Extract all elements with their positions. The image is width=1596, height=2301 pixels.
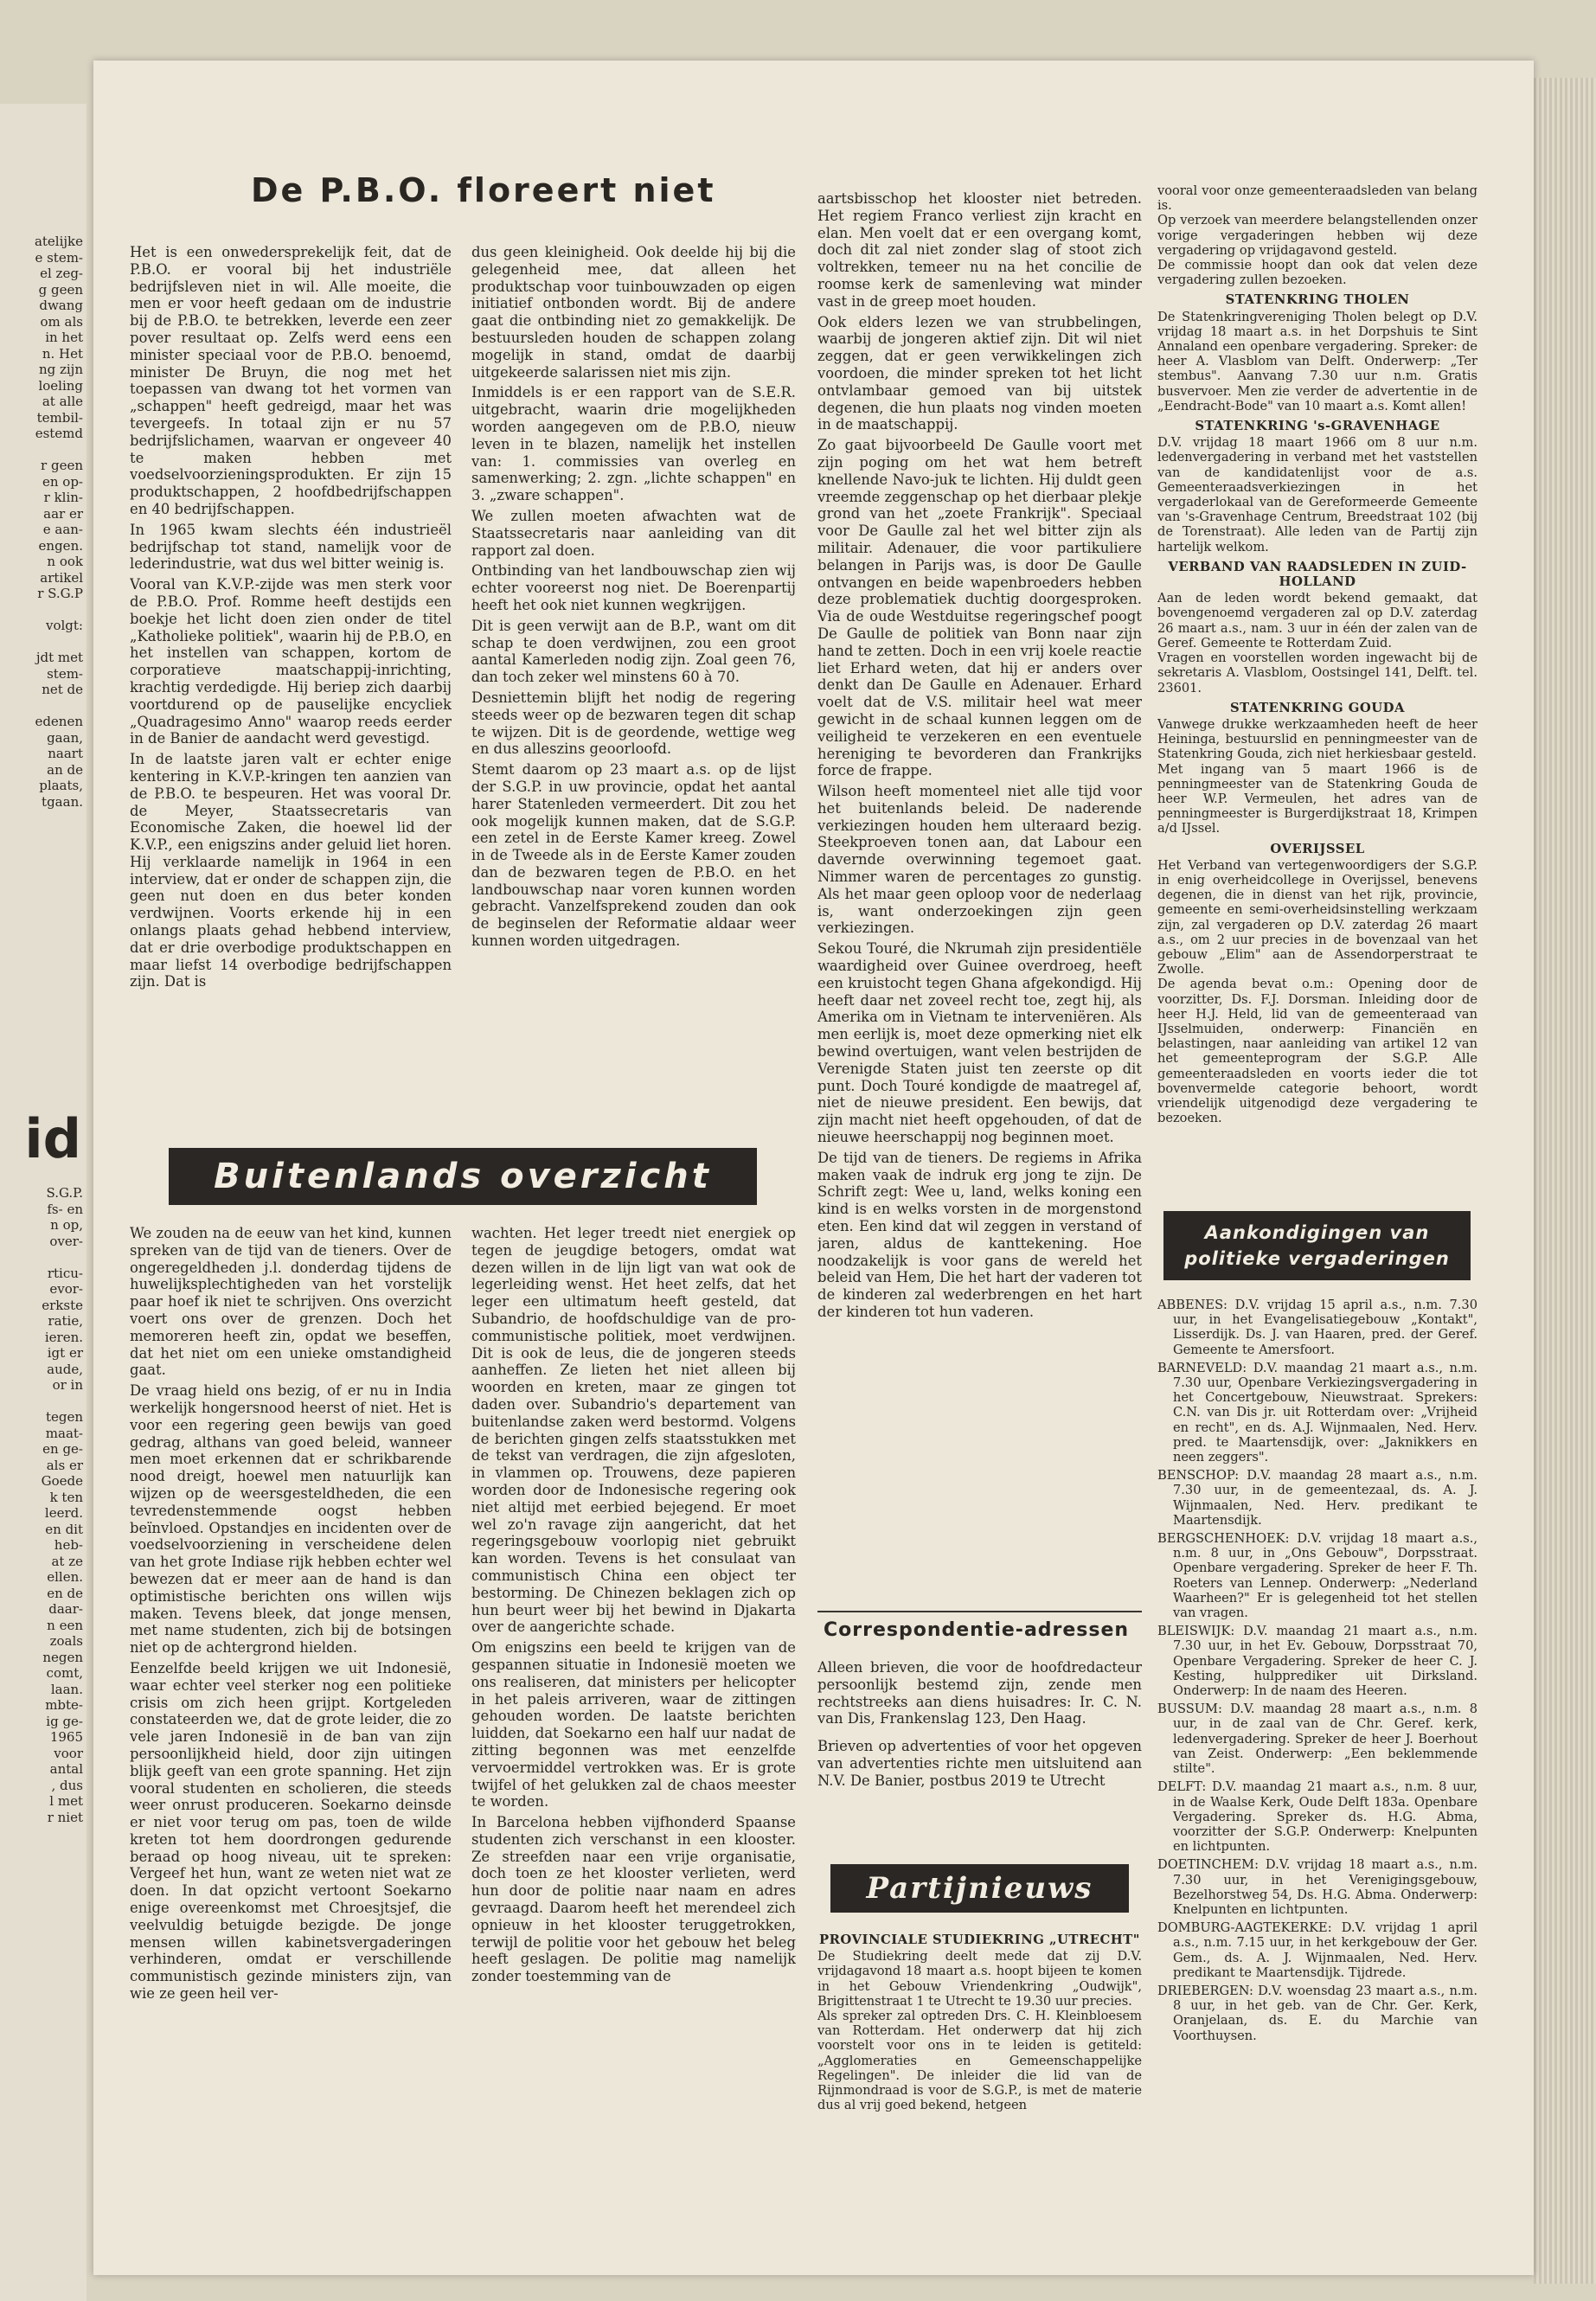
aankondigingen-banner	[1163, 1211, 1471, 1280]
buitenland-paragraph: De vraag hield ons bezig, of er nu in India werkelijk hongersnood heerst of niet. Het is voor een regering geen bewijs van goed gedrag, althans van goed beleid, wanneer men moet erkennen dat er schrikbarende nood dreigt, hoewel men natuurlijk kan wijzen op de weersgesteldheden, die een tevredenstemmende oogst hebben beïnvloed. Opstandjes en incidenten over de voedselvoorziening in verscheidene delen van het grote Indiase rijk hebben echter wel bewezen dat er meer aan de hand is dan optimistische berichten ons willen wijs maken. Tevens bleek, dat jonge mensen, met name studenten, zich bij de botsingen niet op de achtergrond hielden.	[130, 1382, 452, 1657]
buitenland-paragraph: Eenzelfde beeld krijgen we uit Indonesië, waar echter veel sterker nog een politieke crisis om zich heen grijpt. Kortgeleden constateerden we, dat de grote leider, die zo vele jaren Indonesië in de ban van zijn persoonlijkheid hield, door zijn uitingen blijk geeft van een grote spanning. Het zijn vooral studenten en scholieren, die steeds weer onrust produceren. Soekarno deinsde er niet voor terug om pas, toen de wilde kreten tot hem doordrongen gedurende beraad op hoog niveau, uit te spreken: Vergeef het hun, want ze weten niet wat ze doen. In dat opzicht vertoont Soekarno enige overeenkomst met Chroesjtsjef, die veelvuldig betuigde bezigde. De jonge mensen willen kabinetsvergaderingen verhinderen, omdat er verschillende communistisch gezinde ministers zijn, van wie ze geen heil ver-	[130, 1659, 452, 2003]
correspondentie-title: Correspondentie-adressen	[824, 1619, 1130, 1641]
aankondiging-item: DOETINCHEM: D.V. vrijdag 18 maart a.s., n.m. 7.30 uur, in het Verenigingsgebouw, Bezelhorstweg 54, Ds. H.G. Abma. Onderwerp: Knelpunten en lichtpunten.	[1157, 1857, 1477, 1917]
aankondiging-item: DRIEBERGEN: D.V. woensdag 23 maart a.s., n.m. 8 uur, in het geb. van de Chr. Ger. Kerk, Oranjelaan, ds. E. du Marchie van Voorthuysen.	[1157, 1983, 1477, 2043]
pbo-article-title: De P.B.O. floreert niet	[251, 171, 716, 209]
correspondentie-paragraph: Brieven op advertenties of voor het opgeven van advertenties richte men uitsluitend aan N.V. De Banier, postbus 2019 te Utrecht	[817, 1738, 1142, 1789]
section-body-gravenhage: D.V. vrijdag 18 maart 1966 om 8 uur n.m. ledenvergadering in verband met het vaststellen van de kandidatenlijst voor de a.s. Gemeenteraadsverkiezingen in het vergaderlokaal van de Gereformeerde Gemeente van 's-Gravenhage Centrum, Breedstraat 102 (bij de Torenstraat). Alle leden van de Partij zijn hartelijk welkom.	[1157, 435, 1477, 554]
partijnieuws-heading: PROVINCIALE STUDIEKRING „UTRECHT"	[819, 1932, 1140, 1947]
buitenland-paragraph: We zouden na de eeuw van het kind, kunnen spreken van de tijd van de tieners. Over de ongeregeldheden j.l. donderdag tijdens de huwelijksplechtigheden van het vorstelijk paar hoef ik niet te schrijven. Ons overzicht voert ons over de grenzen. Doch het memoreren heeft zin, opdat we beseffen, dat het niet om een unieke omstandigheid gaat.	[130, 1225, 452, 1379]
pbo-column-2	[471, 244, 796, 1139]
aankondiging-item: BUSSUM: D.V. maandag 28 maart a.s., n.m. 8 uur, in de zaal van de Chr. Geref. kerk, ledenvergadering. Spreker de heer J. Boerhout van Zeist. Onderwerp: „Een beklemmende stilte".	[1157, 1702, 1477, 1777]
pbo-paragraph: In de laatste jaren valt er echter enige kentering in K.V.P.-kringen ten aanzien van de P.B.O. te bespeuren. Het was vooral Dr. de Meyer, Staatssecretaris van Economische Zaken, die hoewel lid der K.V.P., een enigszins ander geluid liet horen. Hij verklaarde namelijk in 1964 in een interview, dat er onder de schappen zijn, die geen nut doen en dus beter konden verdwijnen. Voorts erkende hij in een onlangs plaats gehad hebbend interview, dat er drie overbodige produktschappen en maar liefst 14 overbodige bedrijfschappen zijn. Dat is	[130, 751, 452, 990]
right-column-announcements	[1157, 183, 1477, 1200]
aankondigingen-title-line-2: politieke vergaderingen	[1184, 1248, 1450, 1269]
partijnieuws-banner: Partijnieuws	[830, 1864, 1129, 1913]
section-body-overijssel: Het Verband van vertegenwoordigers der S.G.P. in enig overheidcollege in Overijssel, benevens degenen, die in dienst van het rijk, provincie, gemeente en semi-overheidsinstelling werkzaam zijn, zal vergaderen op D.V. zaterdag 26 maart a.s., om 2 uur precies in de bovenzaal van het gebouw „Elim" aan de Assendorperstraat te Zwolle. De agenda bevat o.m.: Opening door de voorzitter, Ds. F.J. Dorsman. Inleiding door de heer H.J. Held, lid van de gemeenteraad van IJsselmuiden, onderwerp: Financiën en belastingen, naar aanleiding van artikel 12 van het gemeenteprogram der S.G.P. Alle gemeenteraadsleden en voorts ieder die tot bovenvermelde categorie behoort, wordt vriendelijk uitgenodigd deze vergadering te bezoeken.	[1157, 857, 1477, 1126]
correspondentie-body	[817, 1659, 1142, 1845]
pbo-column-1	[130, 244, 452, 1139]
pbo-paragraph: Ontbinding van het landbouwschap zien wij echter vooreerst nog niet. De Boerenpartij heeft het ook niet kunnen wegkrijgen.	[471, 562, 796, 613]
pbo-paragraph: dus geen kleinigheid. Ook deelde hij bij die gelegenheid mee, dat alleen het produktschap voor tuinbouwzaden op eigen initiatief ontbonden wordt. Bij de andere gaat die ontbinding niet zo gemakkelijk. De bestuursleden houden de schappen zolang mogelijk in stand, omdat de daarbij uitgekeerde salarissen niet mis zijn.	[471, 244, 796, 381]
section-title-zuid-holland: VERBAND VAN RAADSLEDEN IN ZUID-HOLLAND	[1168, 559, 1467, 590]
buitenland-paragraph: Sekou Touré, die Nkrumah zijn presidentiële waardigheid over Guinee overdroeg, heeft een kruistocht tegen Ghana afgekondigd. Hij heeft daar net zoveel recht toe, zegt hij, als Amerika om in Vietnam te interveniëren. Als men eerlijk is, moet deze opmerking niet elk bewind overtuigen, want velen bestrijden de Verenigde Staten juist ten zeerste op dit punt. Doch Touré kondigde de maatregel af, niet de nieuwe president. Een bewijs, dat zijn macht niet heeft opgehouden, of dat de nieuwe heerschappij nog beginnen moet.	[817, 940, 1142, 1146]
aankondiging-item: ABBENES: D.V. vrijdag 15 april a.s., n.m. 7.30 uur, in het Evangelisatiegebouw „Kontakt", Lisserdijk. Ds. J. van Haaren, pred. der Geref. Gemeente te Amersfoort.	[1157, 1298, 1477, 1357]
section-title-gouda: STATENKRING GOUDA	[1229, 700, 1405, 715]
buitenland-column-3	[817, 190, 1142, 1665]
section-title-tholen: STATENKRING THOLEN	[1225, 292, 1410, 308]
buitenland-paragraph: Zo gaat bijvoorbeeld De Gaulle voort met zijn poging om het wat hem betreft knellende Navo-juk te lichten. Hij duldt geen vreemde zeggenschap op het dierbaar plekje grond van het „zoete Frankrijk". Speciaal voor De Gaulle zal het wel bitter zijn als militair. Adenauer, die voor partikuliere belangen in Parijs was, is door De Gaulle ontvangen en beide wapenbroeders hebben deze problematiek duchtig doorgesproken. Via de oude Westduitse regeringschef poogt De Gaulle de politiek van Bonn naar zijn hand te zetten. Doch in een vrij koele reactie liet Erhard weten, dat hij er anders over denkt dan De Gaulle en Adenauer. Erhard voelt dat de V.S. militair heel wat meer gewicht in de schaal kunnen leggen om de veiligheid te verzekeren en een eventuele hereniging te bevorderen dan Frankrijks force de frappe.	[817, 437, 1142, 779]
previous-page-margin-text-2: S.G.P. fs- en n op, over- rticu- evor- erkste ratie, ieren. igt er aude, or in tegen maat- en ge- als er Goede k ten leerd. en dit heb- at ze ellen. en de daar- n een zoals negen comt, laan. mbte- ig ge- 1965 voor antal , dus l met r niet	[41, 1185, 83, 1825]
section-body-gouda: Vanwege drukke werkzaamheden heeft de heer Heininga, bestuurslid en penningmeester van de Statenkring Gouda, zich niet herkiesbaar gesteld. Met ingang van 5 maart 1966 is de penningmeester van de Statenkring Gouda de heer W.P. Vermeulen, het adres van de penningmeester is Burgerdijkstraat 18, Krimpen a/d IJssel.	[1157, 716, 1477, 836]
buitenland-paragraph: De tijd van de tieners. De regiems in Afrika maken vaak de indruk erg jong te zijn. De Schrift zegt: Wee u, land, welks koning een kind is en welks vorsten in de morgenstond eten. Een kind dat wil zeggen in verstand of jaren, aldus de kanttekening. Hoe noodzakelijk is voor gans de wereld het beleid van Hem, Die het hart der vaderen tot de kinderen zal wederbrengen en het hart der kinderen tot hun vaderen.	[817, 1149, 1142, 1320]
pbo-paragraph: Stemt daarom op 23 maart a.s. op de lijst der S.G.P. in uw provincie, opdat het aantal harer Statenleden vermeerdert. Dit zou het ook mogelijk kunnen maken, dat de S.G.P. een zetel in de Eerste Kamer kreeg. Zowel in de Tweede als in de Eerste Kamer zouden dan de bezwaren tegen de P.B.O. en het landbouwschap naar voren kunnen worden gebracht. Vanzelfsprekend zouden dan ook de beginselen der Reformatie aldaar weer kunnen worden uitgedragen.	[471, 761, 796, 950]
buitenlands-overzicht-banner: Buitenlands overzicht	[169, 1148, 757, 1205]
aankondiging-item: DELFT: D.V. maandag 21 maart a.s., n.m. 8 uur, in de Waalse Kerk, Oude Delft 183a. Openbare Vergadering. Spreker ds. H.G. Abma, voorzitter der S.G.P. Onderwerp: Knelpunten en lichtpunten.	[1157, 1779, 1477, 1855]
aankondiging-item: BERGSCHENHOEK: D.V. vrijdag 18 maart a.s., n.m. 8 uur, in „Ons Gebouw", Dorpsstraat. Openbare vergadering. Spreker de heer F. Th. Roeters van Lennep. Onderwerp: „Nederland Waarheen?" Er is gelegenheid tot het stellen van vragen.	[1157, 1531, 1477, 1621]
section-title-gravenhage: STATENKRING 's-GRAVENHAGE	[1195, 419, 1440, 434]
partijnieuws-text: De Studiekring deelt mede dat zij D.V. vrijdagavond 18 maart a.s. hoopt bijeen te komen in het Gebouw Vriendenkring „Oudwijk", Brigittenstraat 1 te Utrecht te 19.30 uur precies. Als spreker zal optreden Drs. C. H. Kleinbloesem van Rotterdam. Het onderwerp dat hij zich voorstelt voor ons in te leiden is getiteld: „Agglomeraties en Gemeenschappelijke Regelingen". De inleider die lid van de Rijnmondraad is voor de S.G.P., is met de materie dus al vrij goed bekend, hetgeen	[817, 1949, 1142, 2113]
buitenland-column-1	[130, 1225, 452, 2211]
correspondentie-rule	[817, 1611, 1142, 1612]
buitenland-paragraph: Wilson heeft momenteel niet alle tijd voor het buitenlands beleid. De naderende verkiezingen houden hem ulteraard bezig. Steekproeven tonen aan, dat Labour een davernde overwinning tegemoet gaat. Nimmer waren de percentages zo gunstig. Als het maar geen oploop voor de nederlaag is, want onderzoekingen zijn geen verkiezingen.	[817, 783, 1142, 937]
buitenland-paragraph: In Barcelona hebben vijfhonderd Spaanse studenten zich verschanst in een klooster. Ze streefden naar een vrije organisatie, doch toen ze het klooster verlieten, werd hun door de politie naar naam en adres gevraagd. Daarom heeft het merendeel zich opnieuw in het klooster teruggetrokken, terwijl de politie voor het gebouw het beleg heeft geslagen. De politie mag namelijk zonder toestemming van de	[471, 1814, 796, 1985]
pbo-paragraph: Desniettemin blijft het nodig de regering steeds weer op de bezwaren tegen dit schap te wijzen. Dit is de geordende, wettige weg en dus alleszins geoorloofd.	[471, 689, 796, 758]
aankondigingen-list	[1157, 1298, 1477, 2214]
pbo-paragraph: We zullen moeten afwachten wat de Staatssecretaris naar aanleiding van dit rapport zal doen.	[471, 507, 796, 559]
right-intro: vooral voor onze gemeenteraadsleden van belang is. Op verzoek van meerdere belangstellenden onzer vorige vergaderingen hebben wij deze vergadering op vrijdagavond gesteld. De commissie hoopt dan ook dat velen deze vergadering zullen bezoeken.	[1157, 183, 1477, 288]
buitenland-paragraph: aartsbisschop het klooster niet betreden. Het regiem Franco verliest zijn kracht en elan. Men voelt dat er een overgang komt, doch dit zal niet zonder slag of stoot zich voltrekken, temeer nu na het concilie de roomse kerk de samenleving wat minder vast in de greep moet houden.	[817, 190, 1142, 310]
section-body-zuid-holland: Aan de leden wordt bekend gemaakt, dat bovengenoemd vergaderen zal op D.V. zaterdag 26 maart a.s., nam. 3 uur in één der zalen van de Geref. Gemeente te Rotterdam Zuid. Vragen en voorstellen worden ingewacht bij de sekretaris A. Vlasblom, Oostsingel 141, Delft. tel. 23601.	[1157, 591, 1477, 695]
buitenland-paragraph: wachten. Het leger treedt niet energiek op tegen de jeugdige betogers, omdat wat dezen willen in de lijn ligt van wat ook de legerleiding wenst. Het heet zelfs, dat het leger een ultimatum heeft gesteld, dat Subandrio, de hoofdschuldige van de pro-communistische politiek, moet verdwijnen. Dit is ook de leus, die de jongeren steeds aanheffen. Ze lieten het niet alleen bij woorden en kreten, maar ze gingen tot daden over. Subandrio's departement van buitenlandse zaken werd bestormd. Volgens de berichten gingen zelfs staatsstukken met de tekst van verdragen, die zijn afgesloten, in vlammen op. Trouwens, deze papieren worden door de Indonesische regering ook niet altijd met eerbied bejegend. Er moet wel zo'n ravage zijn aangericht, dat het regeringsgebouw voorlopig niet gebruikt kan worden. Tevens is het consulaat van communistisch China een object ter bestorming. De Chinezen beklagen zich op hun beurt weer bij het bewind in Djakarta over de aangerichte schade.	[471, 1225, 796, 1636]
buitenland-paragraph: Om enigszins een beeld te krijgen van de gespannen situatie in Indonesië moeten we ons realiseren, dat ministers per helicopter in het paleis arriveren, waar de zittingen gehouden worden. De laatste berichten luidden, dat Soekarno een half uur nadat de zitting begonnen was met eenzelfde vervoermiddel vertrokken was. Er is grote twijfel of het gelukken zal de chaos meester te worden.	[471, 1639, 796, 1811]
previous-page-strip	[0, 104, 87, 2301]
aankondiging-item: BENSCHOP: D.V. maandag 28 maart a.s., n.m. 7.30 uur, in de gemeentezaal, ds. A. J. Wijnmaalen, Ned. Herv. predikant te Maartensdijk.	[1157, 1468, 1477, 1528]
pbo-paragraph: Het is een onwedersprekelijk feit, dat de P.B.O. er vooral bij het industriële bedrijfsleven niet in wil. Alle moeite, die men er voor heeft gedaan om de industrie bij de P.B.O. te betrekken, leverde een zeer pover resultaat op. Zelfs werd eens een minister speciaal voor de P.B.O. benoemd, minister De Bruyn, die nog met het toepassen van dwang tot het vormen van „schappen" heeft gedreigd, maar het was tevergeefs. In totaal zijn er nu 57 bedrijfslichamen, waarvan er ongeveer 40 te maken hebben met voedselvoorzieningsprodukten. Er zijn 15 produktschappen, 2 hoofdbedrijfschappen en 40 bedrijfschappen.	[130, 244, 452, 517]
section-title-overijssel: OVERIJSSEL	[1270, 841, 1365, 856]
aankondiging-item: BARNEVELD: D.V. maandag 21 maart a.s., n.m. 7.30 uur, Openbare Verkiezingsvergadering in het Concertgebouw, Nieuwstraat. Sprekers: C.N. van Dis jr. uit Rotterdam over: „Vrijheid en recht", en ds. A.J. Wijnmaalen, Ned. Herv. pred. te Maartensdijk, over: „Jaknikkers en neen zeggers".	[1157, 1360, 1477, 1465]
pbo-paragraph: Vooral van K.V.P.-zijde was men sterk voor de P.B.O. Prof. Romme heeft destijds een boekje het licht doen zien onder de titel „Katholieke politiek", waarin hij de P.B.O, en het instellen van schappen, kortom de corporatieve maatschappij-inrichting, krachtig verdedigde. Hij beriep zich daarbij voortdurend op de pauselijke encycliek „Quadragesimo Anno" waarop reeds eerder in de Banier de aandacht werd gevestigd.	[130, 576, 452, 747]
previous-page-margin-text: atelijke e stem- el zeg- g geen dwang om als in het n. Het ng zijn loeling at alle tembil- estemd r geen en op- r klin- aar er e aan- engen. n ook artikel r S.G.P volgt: jdt met stem- net de edenen gaan, naart an de plaats, tgaan.	[34, 234, 83, 810]
pbo-paragraph: Dit is geen verwijt aan de B.P., want om dit schap te doen verdwijnen, zou een groot aantal Kamerleden nodig zijn. Zoal geen 76, dan toch zeker wel minstens 60 à 70.	[471, 617, 796, 686]
pbo-paragraph: Inmiddels is er een rapport van de S.E.R. uitgebracht, waarin drie mogelijkheden worden aangegeven om de P.B.O, nieuw leven in te blazen, namelijk het instellen van: 1. commissies van overleg en samenwerking; 2. zgn. „lichte schappen" en 3. „zware schappen".	[471, 384, 796, 504]
page-edge-stack	[1534, 78, 1596, 2284]
aankondiging-item: BLEISWIJK: D.V. maandag 21 maart a.s., n.m. 7.30 uur, in het Ev. Gebouw, Dorpsstraat 70, Openbare Vergadering. Spreker de heer C. J. Kesting, hulpprediker uit Dirksland. Onderwerp: In de naam des Heeren.	[1157, 1624, 1477, 1699]
aankondiging-item: DOMBURG-AAGTEKERKE: D.V. vrijdag 1 april a.s., n.m. 7.15 uur, in het kerkgebouw der Ger. Gem., ds. A. J. Wijnmaalen, Ned. Herv. predikant te Maartensdijk. Tijdrede.	[1157, 1920, 1477, 1980]
correspondentie-paragraph: Alleen brieven, die voor de hoofdredacteur persoonlijk bestemd zijn, zende men rechtstreeks aan diens huisadres: Ir. C. N. van Dis, Frankenslag 123, Den Haag.	[817, 1659, 1142, 1727]
partijnieuws-body	[817, 1927, 1142, 2213]
pbo-paragraph: In 1965 kwam slechts één industrieël bedrijfschap tot stand, namelijk voor de lederindustrie, wat dus wel bitter weinig is.	[130, 521, 452, 573]
buitenland-paragraph: Ook elders lezen we van strubbelingen, waarbij de jongeren aktief zijn. Dit wil niet zeggen, dat er geen verwikkelingen zich voordoen, die minder spreken tot het licht ontvlambaar gemoed van bij uitstek degenen, die hun plaats nog vinden moeten in de maatschappij.	[817, 313, 1142, 433]
aankondigingen-title-line-1: Aankondigingen van	[1204, 1222, 1430, 1243]
buitenland-column-2	[471, 1225, 796, 2211]
previous-page-heading: id	[24, 1107, 81, 1170]
section-body-tholen: De Statenkringvereniging Tholen belegt op D.V. vrijdag 18 maart a.s. in het Dorpshuis te Sint Annaland een openbare vergadering. Spreker: de heer A. Vlasblom van Delft. Onderwerp: „Ter stembus". Aanvang 7.30 uur n.m. Gratis busvervoer. Men zie verder de advertentie in de „Eendracht-Bode" van 10 maart a.s. Komt allen!	[1157, 309, 1477, 413]
